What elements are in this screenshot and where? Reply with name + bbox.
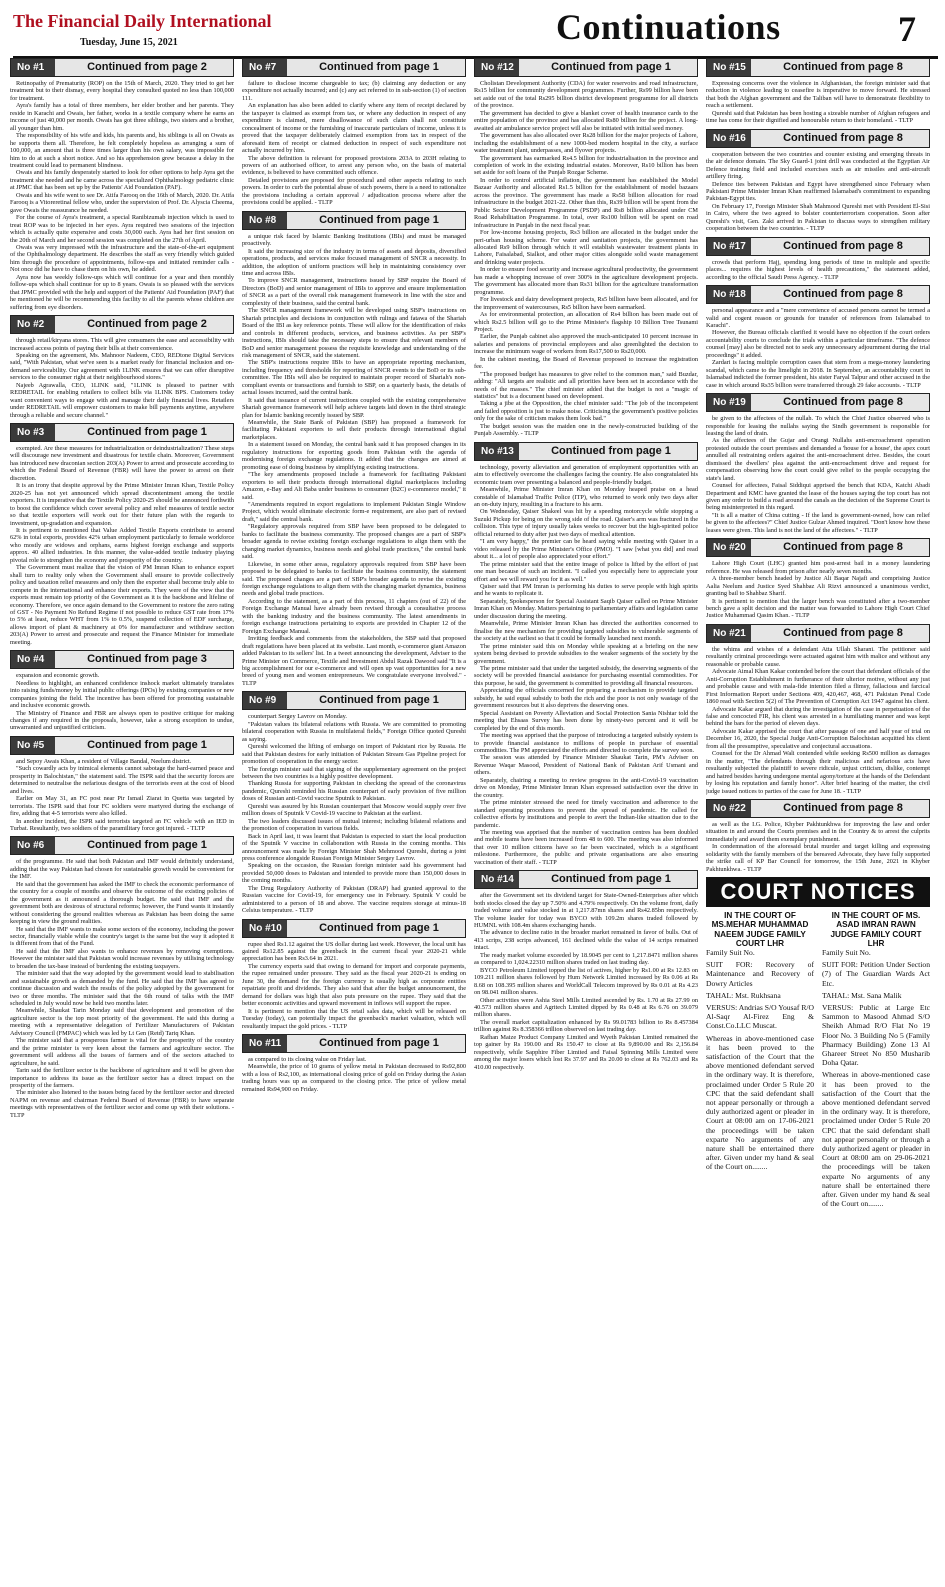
notice-paragraph: VERSUS: Public at Large Etc Sammon to Masood Ahmad S/O Sheikh Ahmad R/O Flat No 19 Floor No. 3 Building No 5 (Family Pharmacy Building) Zone 13 Al Ghareer Street No 850 Musharib Doha Qatar. [822, 1002, 930, 1068]
story-paragraph: and Sepoy Awais Khan, a resident of Village Bandal, Neelum district. [16, 757, 192, 765]
story-13 [474, 442, 698, 866]
story-paragraph: He said that the IMF wants to make some sectors of the economy, including the power sector, financially viable while the country's target is the same but the way it adopted it is different from that of the Fund. [10, 925, 234, 948]
story-number: No #16 [707, 130, 751, 147]
story-1 [10, 58, 234, 311]
court-notice-left [706, 911, 814, 1211]
story-paragraph: However, the Bureau officials clarified it would have no objection if the court orders accountability courts to conclude the trials within a particular timeframe. "The defence counsel [may] also be directed not to seek any unnecessary adjournment during the trial proceedings" it added. [706, 329, 930, 359]
story-title: Continued from page 1 [319, 921, 439, 934]
story-paragraph: He said that the IMF also wants to enhance revenues by removing exemptions. However the minister said that Pakistan would increase revenues by utilising technology to broaden the tax-base instead of burdening the existing taxpayers. [10, 947, 234, 970]
story-body [242, 1056, 466, 1093]
story-paragraph: crowds that perform Hajj, spending long periods of time in multiple and specific places... requires the highest levels of health precautions," the statement added, according to the official Saudi Press Agency. - TLTP [706, 258, 930, 281]
story-paragraph: as well as the I.G. Police, Khyber Pakhtunkhwa for improving the law and order situation in and around the Courts premises and in the Country & to arrest the culprits immediately and award them exemplary punishment. [706, 820, 930, 843]
story-body [474, 892, 698, 1071]
story-paragraph: Separately, Spokesperson for Special Assistant Saqib Qaiser called on Prime Minister Imran Khan on Monday. Matters pertaining to parliamentary affairs and legislation came under discussion during the meeting. [474, 597, 698, 620]
story-paragraph: "The proposed budget has measures to give relief to the common man," said Buzdar, adding: "All targets are realistic and all priorities have been set in accordance with the needs of the masses." The chief minister added that the budget is not a "magic of statistics" but is a document based on development. [474, 370, 698, 401]
story-paragraph: A three-member bench headed by Justice Ali Baqar Najafi and comprising Justice Aalia Neelum and Justice Syed Shahbaz Ali Rizvi announced a unanimous verdict, granting bail to Shahbaz Sharif. [706, 575, 930, 598]
story-title: Continued from page 8 [783, 801, 903, 814]
story-paragraph: Qureshi welcomed the lifting of embargo on import of Pakistani rice by Russia. He said that Pakistan desires for early initiation of Pakistan Stream Gas Pipeline project for promotion of cooperation in the energy sector. [242, 743, 466, 766]
story-number: No #20 [707, 539, 751, 556]
story-number: No #14 [475, 871, 519, 888]
story-paragraph: Qureshi was assured by his Russian counterpart that Moscow would supply over five million doses of Sputnik V Covid-19 vaccine to Pakistan at the earliest. [242, 802, 466, 818]
story-paragraph: "Pakistan values its bilateral relations with Russia. We are committed to promoting bilateral cooperation with Russia in multilateral fields," Foreign Office quoted Qureshi as saying. [242, 720, 466, 743]
story-8 [242, 211, 466, 688]
story-title: Continued from page 3 [87, 653, 207, 666]
story-paragraph: Qaiser said that PM Imran is performing his duties to serve people with high spirits and he wants to replicate it. [474, 583, 698, 598]
story-paragraph: The prime minister said that the entire image of police is lifted by the effort of just one man because of such an incident. "I called you especially here to appreciate your effort and we will reward you for it as well." [474, 560, 698, 583]
story-paragraph: Counsel for the Dr Ahmad Wali contended while seeking Rs500 million as damages in the matter, "The defendants through their malicious and nefarious acts have resultantly subjected the plaintiff to severe ridicule, unjust criticism, dislike, contempt and hatred besides having undergone mental agony/torture at the hands of the Defendant by losing his reputation and family honor". After brief hearing of the matter, the civil judge issued notices to parties of the case for June 18. - TLTP [706, 750, 930, 795]
story-header [706, 285, 930, 304]
story-paragraph: Zardari is facing multiple corruption cases that stem from a mega-money laundering scandal, which came to the limelight in 2018. In September, an accountability court in Islamabad indicted the former president, his sister Faryal Talpur and other accused in the case in which around Rs35 billion were transferred through 29 fake accounts. - TLTP [706, 359, 930, 389]
story-body [10, 758, 234, 833]
story-header [706, 624, 930, 643]
story-paragraph: Needless to highlight, an enhanced confidence inshock market ultimately translates into raising funds/money by initial public offerings (IPOs) by existing companies or new companies joining the field. The incentive has been offered for promoting sustainable and inclusive economic growth. [10, 679, 234, 710]
story-title: Continued from page 8 [783, 61, 903, 73]
story-paragraph: To improve SNCR management, instructions issued by SBP require the Board of Directors (BoD) and senior management of IBIs to approve and ensure implementation of SNCR as a part of the overall risk management framework in line with the size and complexity of their business, said the central bank. [242, 277, 466, 307]
story-paragraph: According to the statement, as a part of this process, 11 chapters (out of 22) of the Foreign Exchange Manual have already been revised through a consultative process with the banking industry and the business community. The latest amendments in foreign exchange instructions pertaining to exports are provided in Chapter 12 of the Foreign Exchange Manual. [242, 597, 466, 635]
story-number: No #13 [475, 443, 519, 460]
story-number: No #22 [707, 800, 751, 817]
story-paragraph: The ready market volume exceeded by 18.9045 per cent to 1,217.8471 million shares as compared to 1,024.22310 million shares traded on last trading day. [474, 951, 698, 967]
story-paragraph: The overall market capitalization enhanced by Rs 99.01783 billion to Rs 8.457384 trillion against Rs 8.358366 trillion observed on last trading day. [474, 1018, 698, 1034]
story-number: No #11 [243, 1035, 287, 1052]
story-11 [242, 1034, 466, 1093]
story-paragraph: The budget session was the maiden one in the newly-constructed building of the Punjab Assembly. - TLTP [474, 422, 698, 438]
story-body [474, 464, 698, 866]
story-paragraph: cooperation between the two countries and counter existing and emerging threats in the air defence domain. The Sky Guard-1 joint drill was conducted at the Egyptian Air Defence training field and included exercises such as air missiles and anti-aircraft artillery firing. [706, 150, 930, 181]
story-paragraph: Cholistan Development Authority (CDA) for water reservoirs and road infrastructure, Rs15 billion for community development programmes. Further, Rs99 billion have been set aside out of the total Rs295 billion district development programme for all districts of the province. [474, 80, 698, 110]
story-paragraph: As for environmental protection, an allocation of Rs4 billion has been made out of which Rs2.5 billion will go to the Prime Minister's flagship 10 Billion Tree Tsunami Project. [474, 311, 698, 333]
story-number: No #4 [11, 651, 55, 668]
story-paragraph: The Drug Regulatory Authority of Pakistan (DRAP) had granted approval to the Russian vaccine for Covid-19, for emergency use in February. Sputnik V could be administered to a person of 18 and above. The vaccine requires storage at minus-18 Celsius temperature. - TLTP [242, 884, 466, 915]
story-paragraph: "It is all a matter of China cutting - If the land is government-owned, how can relief be given to the affectees?" Chief Justice Gulzar Ahmed inquired. "Don't know how these leases were given. This land is not the land of the affectees." - TLTP [706, 511, 930, 534]
story-paragraph: rupee shed Rs1.12 against the US dollar during last week. However, the local unit has gained Rs12.85 against the greenback in the current fiscal year 2020-21 while appreciation has been Rs3.64 in 2021. [242, 940, 466, 963]
story-number: No #12 [475, 59, 519, 76]
story-body [10, 672, 234, 732]
issue-date: Tuesday, June 15, 2021 [80, 37, 178, 48]
story-title: Continued from page 1 [87, 426, 207, 439]
story-paragraph: Likewise, in some other areas, regulatory approvals required from SBP have been proposed to be delegated to banks to facilitate the business community, the statement said. The proposed changes are a part of SBP's broader agenda to revise the existing foreign exchange regulations to align them with the changing market dynamics, business needs and global trade practices. [242, 560, 466, 598]
story-paragraph: In order to ensure food security and increase agricultural productivity, the government has made a whopping increase of over 300% in the agriculture development projects. The government has allocated more than Rs31 billion for the agriculture transformation programme. [474, 266, 698, 296]
story-paragraph: The government has also allocated over Rs28 billion for the major projects of Lahore, including the establishment of a new 1000-bed modern hospital in the city, a surface water treatment plant, underpasses, and flyover projects. [474, 132, 698, 155]
story-paragraph: Ayra now has weekly follow-ups which will continue for a year and then monthly follow-ups which shall continue for up to 8 years. Owais is so pleased with the services that JPMC provided with the help and support of the Patients' Aid Foundation (PAF) that he mentioned he will be recommending this facility to all the parents whose children are suffering from eye disorders. [10, 273, 234, 311]
story-7 [242, 58, 466, 207]
notice-court: IN THE COURT OF MS.MEHAR MUHAMMAD NAEEM JUDGE FAMILY COURT LHR [711, 911, 809, 948]
story-paragraph: Defence ties between Pakistan and Egypt have strengthened since February when Pakistani Prime Minister Imran Khan reaffirmed Islamabad's commitment to expanding Pakistan-Egypt ties. [706, 180, 930, 203]
story-title: Continued from page 8 [783, 541, 903, 554]
story-paragraph: The two leaders discussed issues of mutual interest; including bilateral relations and the promotion of cooperation in various fields. [242, 817, 466, 833]
story-body [706, 151, 930, 233]
story-number: No #17 [707, 238, 751, 255]
story-4 [10, 650, 234, 732]
story-header [706, 58, 930, 77]
story-header [10, 315, 234, 334]
story-22 [706, 799, 930, 873]
story-paragraph: Back in April last, it was learnt that Pakistan is expected to start the local production of the Sputnik V vaccine in collaboration with Russia in the coming months. This announcement was made by Foreign Minister Shah Mehmood Qureshi, during a joint press conference alongside Russian Foreign Minister Sergey Lavrov. [242, 832, 466, 862]
story-paragraph: On Wednesday, Qaiser Shakeel was hit by a speeding motorcycle while stopping a Suzuki Pickup for being on the wrong side of the road. Qaiser's arm was fractured in the collision. This type of injury usually takes weeks to recover but the high-spirited police official returned to duty after just two days of medical attention. [474, 508, 698, 538]
story-number: No #9 [243, 692, 287, 709]
story-paragraph: the whims and wishes of a defendant Atta Ullah Sharani. The petitioner said resultantly criminal proceedings were actuated against him with malice and without any reasonable or probable cause. [706, 645, 930, 668]
story-paragraph: The minister also listened to the issues being faced by the fertilizer sector and directed NAPM on revenue and chairman Federal Board of Revenue (FBR) to have separate meetings with representatives of the fertilizer sector and come up with their solutions. - TLTP [10, 1089, 234, 1119]
story-paragraph: a unique risk faced by Islamic Banking Institutions (IBIs) and must be managed proactively. [242, 232, 466, 248]
story-paragraph: expansion and economic growth. [16, 672, 100, 680]
story-paragraph: be given to the affectees of the nullah. To which the Chief Justice observed who is responsible for leasing the nullahs saying the Sindh government is responsible for leasing the land of drain. [706, 415, 930, 437]
story-paragraph: "Amendments required in export regulations to implement Pakistan Single Window Project, which would eliminate electronic form-e requirement, are also part of revised draft," said the central bank. [242, 501, 466, 523]
story-paragraph: The meeting was apprised that the number of vaccination centres has been doubled and mobile teams have been increased from 48 to 600. The meeting was also informed that over 10 million citizens have so far been vaccinated, which is a significant milestone. Furthermore, the public and private organisations are also ensuring vaccination of their staff. - TLTP [474, 828, 698, 866]
story-paragraph: Thanking Russia for supporting Pakistan in checking the spread of the coronavirus pandemic, Qureshi reminded his Russian counterpart of early provision of five million doses of Russian anti-Covid vaccine Sputnik to Pakistan. [242, 780, 466, 803]
story-header [242, 211, 466, 230]
story-body [706, 646, 930, 795]
story-paragraph: For the course of Ayra's treatment, a special Ranibizumab injection which is used to treat ROP was to be injected in her eyes. Ayra required two sessions of the injection which is actually quite expensive and costs 30,000 each. Ayra had her first session on the 20th of March and her second session was completed on the 27th of April. [10, 214, 234, 244]
notice-paragraph: VERSUS: Andrias S/O Yousaf R/O Al-Saqr Al-Firez Eng & Const.Co.LLC Muscat. [706, 1002, 814, 1031]
story-title: Continued from page 8 [783, 396, 903, 409]
story-title: Continued from page 2 [87, 61, 207, 73]
story-paragraph: of the programme. He said that both Pakistan and IMF would definitely understand, adding that the way Pakistan had chosen for sustainable growth would be convenient for the IMF. [10, 858, 234, 881]
story-header [10, 836, 234, 855]
story-paragraph: Meanwhile, the price of 10 grams of yellow metal in Pakistan decreased to Rs92,800 with a loss of Rs2,100, as international closing price of gold on Friday during the Asian trading hours was up as compared to the closing price. The price of yellow metal remained Rs94,900 on Friday. [242, 1063, 466, 1093]
story-number: No #3 [11, 424, 55, 441]
story-15 [706, 58, 930, 125]
story-paragraph: The Ministry of Finance and FBR are always open to positive critique for making changes if any required in the proposals, however, take a strong exception to undue, unwarranted and unjustified criticism. [10, 709, 234, 732]
story-title: Continued from page 1 [87, 738, 207, 751]
story-paragraph: Meanwhile, Prime Minister Imran Khan on Monday heaped praise on a head constable of Islamabad Traffic Police (ITP), who returned to work only two days after an on-duty injury, resulting in a fracture to his arm. [474, 486, 698, 509]
paper-name: The Financial Daily International [13, 11, 272, 31]
story-paragraph: Speaking on the occasion, the Russian foreign minister said his government had provided 50,000 doses to Pakistan and intended to provide more than 150,000 doses in the coming months. [242, 862, 466, 885]
story-paragraph: counterpart Sergey Lavrov on Monday. [248, 713, 347, 721]
notice-paragraph: Family Suit No. [706, 947, 755, 957]
story-title: Continued from page 1 [551, 61, 671, 73]
story-number: No #6 [11, 837, 55, 854]
notice-paragraph: Whereas in above-mentioned case it has been proved to the satisfaction of the Court that the above mentioned defendant served in the ordinary way. It is therefore, proclaimed under Order 5 Rule 20 CPC that the said defendant shall not appear personally or through a duly authorized agent or pleader in Court at 08:00 am on 29-06-2021 the proceedings will be taken exparte No arguments of any nature shall be entertained there after. Given under my hand & seal of the Court on........ [822, 1070, 930, 1209]
story-title: Continued from page 8 [783, 131, 903, 144]
story-19 [706, 393, 930, 534]
story-number: No #2 [11, 316, 55, 333]
story-paragraph: Retinopathy of Prematurity (ROP) on the 15th of March, 2020. They tried to get her treatment but to their dismay, every hospital they consulted quoted no less than 100,000 for treatment. [10, 80, 234, 102]
notice-paragraph: Whereas in above-mentioned case it has been proved to the satisfaction of the Court that the above mentioned defendant served in the ordinary way. It is therefore, proclaimed under Order 5 Rule 20 CPC that the said defendant shall not appear personally or through a duly authorized agent or pleader in Court at 08:00 am on 17-06-2021 the proceedings will be taken exparte No arguments of any nature shall be entertained there after. Given under my hand & seal of the Court on........ [706, 1033, 814, 1172]
story-17 [706, 237, 930, 281]
story-header [706, 393, 930, 412]
story-title: Continued from page 8 [783, 288, 903, 301]
story-paragraph: technology, poverty alleviation and generation of employment opportunities with an aim to effectively overcome the challenges facing the country. He also congratulated his economic team over presenting a balanced and people-friendly budget. [474, 463, 698, 486]
story-header [474, 870, 698, 889]
story-paragraph: Meanwhile, Shaukat Tarin Monday said that development and promotion of the agriculture sector is the top most priority of the government. He said this during a meeting with a representative delegation of Fertilizer Manufacturers of Pakistan Advisory Council (FMPAC) which was led by Lt Gen (Retd) Tariq Khan. [10, 1007, 234, 1037]
story-5 [10, 736, 234, 833]
story-paragraph: The minister said that a prosperous farmer is vital for the prosperity of the country and the prime minister is very keen about the farmers and agriculture sector. The government will address all the issues of farmers and of the sectors attached to agriculture, he said. [10, 1037, 234, 1067]
story-header [242, 1034, 466, 1053]
story-number: No #21 [707, 625, 751, 642]
story-6 [10, 836, 234, 1119]
story-21 [706, 624, 930, 795]
story-paragraph: Qureshi said that Pakistan has been hosting a sizeable number of Afghan refugees and time has come for their dignified and honourable return to their homeland. - TLTP [706, 109, 930, 125]
story-paragraph: through retail/kiryana stores. This will give consumers the ease and accessibility with increased access points of paying their bills at their convenience. [10, 337, 234, 352]
story-paragraph: Earlier, the Punjab cabinet also approved the much-anticipated 10 percent increase in salaries and pensions of provincial employees and also greenlighted the decision to increase the minimum wage of workers from Rs17,500 to Rs20,000. [474, 333, 698, 356]
story-body [706, 821, 930, 873]
column-3 [474, 58, 698, 1578]
story-paragraph: The prime minister said this on Monday while speaking at a briefing on the new system being devised to provide subsidies to the weaker segments of the society by the government. [474, 642, 698, 665]
story-number: No #5 [11, 737, 55, 754]
story-header [706, 129, 930, 148]
story-paragraph: "Such cowardly acts by inimical elements cannot sabotage the hard-earned peace and prosperity in Balochistan," the statement said. The ISPR said that the security forces are determined to neutralise the nefarious designs of the terrorists even at the cost of blood and lives. [10, 765, 234, 795]
story-paragraph: Advocate Kakar argued that during the investigation of the case in perpetuation of the false and concocted FIR, his client was arrested in a humiliating manner and was kept behind the bars for the period of eleven days. [706, 705, 930, 728]
story-number: No #18 [707, 286, 751, 303]
story-header [242, 58, 466, 77]
story-title: Continued from page 2 [87, 318, 207, 331]
story-body [242, 941, 466, 1030]
story-body [10, 337, 234, 419]
story-number: No #15 [707, 59, 751, 76]
story-title: Continued from page 8 [783, 239, 903, 252]
story-paragraph: failure to disclose income chargeable to tax; (b) claiming any deduction or any expenditure not actually incurred; and (c) any act referred to in sub-section (1) of section 111. [242, 80, 466, 102]
story-paragraph: Special Assistant on Poverty Alleviation and Social Protection Sania Nishtar told the meeting that Ehsaas Survey has been done by ninety-two percent and it will be completed by the end of this month. [474, 709, 698, 732]
story-paragraph: The Government must realize that the vision of PM Imran Khan to enhance export shall turn to reality only when the Government shall ensure to provide collectively policy and taxation relief measures and only then the exporter shall become truly able to compete in the international and enhance their exports. They were of the view that the exports must remain top priority of the Government as it is the backbone and lifeline of economy. Therefore, we once again demand to the Government to restore the zero rating of GST - No Payment No Refund Regime if not possible to reduce GST rate from 17% to 5% at least, reduce WHT from 1% to 0.5%, suspend collection of EDF surcharge, allows import of plant & machinery at 0% for manufacturer and withdraw section 203(A) Power to arrest and prosecute and request the Finance Minister for immediate meeting. [10, 564, 234, 646]
story-paragraph: In the cabinet meeting, the Board of Revenue proposed to increase the registration fee. [474, 355, 698, 371]
story-14 [474, 870, 698, 1071]
story-paragraph: Inviting feedback and comments from the stakeholders, the SBP said that proposed draft regulations have been placed at its website. Last month, e-commerce giant Amazon added Pakistan to its sellers' list. In a tweet announcing the development, Adviser to the Prime Minister on Commerce, Textile and Investment Abdul Razak Dawood said "It is a big accomplishment for our e-commerce and will open up vast opportunities for a new breed of young men and women entrepreneurs. We congratulate everyone involved." - TLTP [242, 635, 466, 687]
column-4 [706, 58, 930, 1578]
story-paragraph: The prime minister stressed the need for timely vaccination and adherence to the standard operating procedures to prevent the spread of pandemic. He called for collective efforts by institutions and people to avert the Indian-like situation due to the pandemic. [474, 799, 698, 829]
story-header [706, 237, 930, 256]
notice-court: IN THE COURT OF MS. ASAD IMRAN RAWN JUDGE FAMILY COURT LHR [830, 911, 922, 948]
story-body [706, 307, 930, 389]
story-12 [474, 58, 698, 438]
court-notices-heading: COURT NOTICES [706, 877, 930, 907]
story-body [242, 80, 466, 207]
story-paragraph: It is pertinent to mentioned that Value Added Textile Exports contribute to around 62% in total exports, provides 42% urban employment particularly to female workforce who mostly are widows and orphans, earns highest foreign exchange and supports approx. 40 allied industries. In this manner, the value-added textile industry playing pivotal role to strengthen the economy and prosperity of the country. [10, 527, 234, 564]
notice-paragraph: SUIT FOR: Recovery of Maintenance and Recovery of Dowry Articles [706, 960, 814, 988]
notice-paragraph: TAHAL: Mst. Sana Malik [822, 990, 902, 1000]
story-paragraph: It said the increasing size of the industry in terms of assets and deposits, diversified operations, products, and services make focused management of SNCR a necessity. In addition, the adoption of uniform practices will help in maintaining consistency over time and across IBIs. [242, 247, 466, 277]
story-paragraph: The meeting was apprised that the purpose of introducing a targeted subsidy system is to provide financial assistance to millions of people in purchase of essential commodities. The PM appreciated the efforts and directed to complete the survey soon. [474, 732, 698, 754]
story-paragraph: The above definition is relevant for proposed provisions 203A to 203H relating to powers of an authorised officer, to arrest any person who, on the basis of material evidence, is believed to have committed such offence. [242, 154, 466, 177]
story-paragraph: Rafhan Maize Product Company Limited and Wyeth Pakistan Limited remained the top gainer by Rs 190.00 and Rs 150.47 to close at Rs 9,890.00 and Rs 2,156.84 respectively, while Sapphire Fiber Limited and Faisal Spinning Mills Limited were among the major losers which lost Rs 37.97 and Rs 20.00 to close at Rs 762.03 and Rs 410.00 respectively. [474, 1033, 698, 1071]
story-title: Continued from page 1 [319, 213, 439, 226]
story-16 [706, 129, 930, 233]
story-paragraph: Detailed provisions are proposed for procedural and other aspects relating to such powers. In order to curb the potential abuse of such powers, there is a need to rationalize the provisions including a certain approval / adjudication process where after the provisions could be applied. - TLTP [242, 176, 466, 207]
story-body [10, 445, 234, 646]
story-paragraph: The currency experts said that owing to demand for import and corporate payments, the rupee remained under pressure. They said as the fiscal year 2020-21 is ending on June 30, the demand for the foreign currency is usually high as corporate entities repatriate profit and dividends. They also said that after the budget announcement, the demand for dollars was high that also puts pressure on the rupee. They said that the better economic activities and upward movement in inflows will support the rupee. [242, 962, 466, 1008]
story-number: No #19 [707, 394, 751, 411]
story-paragraph: The SBP's instructions require IBIs to have an appropriate reporting mechanism, including frequency and thresholds for reporting of SNCR events to the BoD or its sub-committee. The IBIs will also be required to maintain proper record of Shariah's non-compliant events or transactions and furnish to SBP, on a quarterly basis, the details of actual losses incurred, said the central bank. [242, 359, 466, 397]
story-title: Continued from page 1 [551, 873, 671, 886]
story-paragraph: The responsibility of his wife and kids, his parents and, his siblings is all on Owais as he supports them all. Therefore, he felt completely hopeless as arranging a sum of 100,000, an amount that is three times larger than his own salary, was impossible for him to do at such a short notice. And so his apprehension grew because a delay in the treatment could lead to permanent blindness. [10, 132, 234, 169]
notice-paragraph: TAHAL: Mst. Rukhsana [706, 990, 781, 1000]
story-paragraph: It is pertinent to mention that the US retail sales data, which will be released on Tuesday (today), can potentially impact the greenback's market valuation, which will resultantly impact the gold prices. - TLTP [242, 1007, 466, 1030]
story-header [706, 538, 930, 557]
story-paragraph: after the Government set its dividend target for State-Owned-Enterprises after which both stocks closed the day up 7.50% and 4.79% respectively. On the volume front, daily traded volume and value stocked in at 1,217.87mn shares and Rs42.85bn respectively. The volume leader for today was BYCO with 109.2m shares traded followed by HUMNL with 108.4m shares exchanging hands. [474, 892, 698, 930]
story-body [242, 713, 466, 914]
court-notices [706, 911, 930, 1211]
story-number: No #10 [243, 920, 287, 937]
story-paragraph: Meanwhile, Prime Minister Imran Khan has directed the authorities concerned to finalise the new mechanism for providing targeted subsidies to vulnerable segments of the society at the earliest so that it could be formally launched next month. [474, 620, 698, 643]
story-paragraph: For livestock and dairy development projects, Rs5 billion have been allocated, and for the improvement of watercourses, Rs5 billion have been earmarked. [474, 296, 698, 311]
story-paragraph: Tarin said the fertilizer sector is the backbone of agriculture and it will be given due importance to address its issue as the fertilizer sector has a direct impact on the prosperity of the farmers. [10, 1067, 234, 1090]
story-title: Continued from page 1 [319, 1037, 439, 1050]
story-header [10, 423, 234, 442]
story-paragraph: Owais was very impressed with the infrastructure and the state-of-the-art equipment of the Ophthalmology department. He describes the staff as very friendly which guided him through the procedure of appointments, follow-ups and initiated reminder calls - Not once did he have to chase them on his own, he added. [10, 243, 234, 274]
story-paragraph: Ayra's family has a total of three members, her elder brother and her parents. They reside in Karachi and Owais, her father, works in a textile company where he earns an income of just 40,000 per month. Owais has got three siblings, two sisters and a brother, all younger than him. [10, 102, 234, 132]
story-header [474, 58, 698, 77]
story-paragraph: Advocate Aimal Khan Kakar contended before the court that defendant officials of the Anti-Corruption Establishment in furtherance of their ulterior motive, without any just and probable cause and with mala-fide intention filed a flimsy, fallacious and farcical First Information Report under Sections 409, 420,467, 468, 471 Pakistan Penal Code 1860 read with Section 5(2) of The Prevention of Corruption Act 1947 against his client. [706, 668, 930, 706]
story-paragraph: The prime minister said that under the targeted subsidy, the deserving segments of the society will be provided financial assistance for purchasing essential commodities. For this purpose, he said, the government is committed to providing all financial resources. [474, 664, 698, 687]
story-20 [706, 538, 930, 620]
story-paragraph: An explanation has also been added to clarify where any item of receipt declared by the taxpayer is claimed as exempt from tax, or where any deduction in respect of any expenditure is claimed, mere disallowance of such claim shall not constitute concealment of income or the furnishing of inaccurate particulars of income, unless it is proved that the taxpayer deliberately claimed exemption from tax in respect of the aforesaid item of receipt or claimed deduction in respect of such expenditure not actually incurred by him. [242, 102, 466, 155]
story-paragraph: The session was attended by Finance Minister Shaukat Tarin, PM's Adviser on Revenue Waqar Masood, President of National Bank of Pakistan Arif Usmani and others. [474, 754, 698, 777]
story-header [474, 442, 698, 461]
story-paragraph: The minister said that the way adopted by the government would lead to stabilisation and sustainable growth as demanded by the fund. He said that the IMF has agreed to continue discussion and watch the results of the policy adopted by the government for two or three months. The minister said that the 6th round of talks with the IMF scheduled in July would now be held two months later. [10, 970, 234, 1008]
story-paragraph: On February 17, Foreign Minister Shah Mahmood Qureshi met with President El-Sisi in Cairo, where the two agreed to bolster counterterrorism cooperation. Soon after Qureshi's visit, Gen. Zaki arrived in Pakistan to discuss ways to strengthen military cooperation between the two countries. - TLTP [706, 202, 930, 233]
story-body [10, 80, 234, 311]
story-paragraph: as compared to its closing value on Friday last. [248, 1056, 367, 1064]
story-paragraph: He said that the government has asked the IMF to check the economic performance of the country for a couple of months and observe the outcome of the existing policies of the government as it announced a thorough budget. He said that IMF and the government both are desirous of structural reforms; however, the Fund wants it instantly without considering the ground realities whereas as Pakistan has been doing the same keeping in view the ground realities. [10, 880, 234, 926]
story-paragraph: The government has decided to give a blanket cover of health insurance cards to the entire population of the province and has allocated Rs80 billion for the project. A long-awaited air ambulance service project will also be initiated with initial seed money. [474, 109, 698, 132]
story-3 [10, 423, 234, 646]
column-2 [242, 58, 466, 1578]
story-body [242, 233, 466, 688]
story-number: No #8 [243, 212, 287, 229]
story-paragraph: exempted. Are these measures for industrialization or deindustrialization? These steps will discourage new investment and disastrous for textile chain. Moreover, Government has introduced new draconian section 203(A) Power to arrest and prosecute according to which the Federal Board of Revenue (FBR) will have the power to arrest on their discretion. [10, 445, 234, 482]
story-paragraph: As the affectees of the Gujar and Orangi Nullahs anti-encroachment operation protested outside the court premises and demanded a 'house for a house', the apex court annulled all restraining orders against the anti-encroachment drive. Besides, the court dismissed the dwellers' plea against the anti-encroachment drive and request for compensation observing how the court could give relief to the people occupying the state's land. [706, 437, 930, 482]
story-body [474, 80, 698, 438]
notice-paragraph: Family Suit No. [822, 947, 871, 957]
story-header [10, 650, 234, 669]
story-2 [10, 315, 234, 419]
story-paragraph: In a statement issued on Monday, the central bank said it has proposed changes in its regulatory instructions for exporting goods from Pakistan with the agenda of modernising foreign exchange regulations. It added that the changes are aimed at promoting ease of doing business by simplifying existing instructions. [242, 441, 466, 471]
story-paragraph: It said that issuance of current instructions coupled with the existing comprehensive Shariah governance framework will help achieve targets laid down in the third strategic plan for Islamic banking recently issued by SBP. [242, 396, 466, 419]
story-paragraph: Taking a jibe at the Opposition, the chief minister said: "The job of the incompetent and failed opposition is just to make noise. Criticising the government's positive policies only for the sake of criticism makes them look bad." [474, 400, 698, 423]
story-18 [706, 285, 930, 389]
story-paragraph: Meanwhile, the State Bank of Pakistan (SBP) has proposed a framework for facilitating Pakistani exporters to sell their products through international digital marketplaces. [242, 419, 466, 441]
story-10 [242, 919, 466, 1030]
story-paragraph: The government has earmarked Rs4.5 billion for industrialisation in the province and completion of work in the existing industrial estates. Moreover, Rs10 billion has been set aside for soft loans of the Punjab Rozgar Scheme. [474, 154, 698, 177]
story-title: Continued from page 8 [783, 626, 903, 639]
story-paragraph: Najeeb Agrawalla, CEO, 1LINK said, "1LINK is pleased to partner with REDRETAIL for enabling retailers to collect bills via 1LINK BPS. Customers today want convenient ways to engage with and manage their daily financial lives. Retailers under REDRETAIL will empower customers to make bill payments anytime, anywhere through a reliable and secure channel." [10, 381, 234, 419]
story-paragraph: Counsel for affectees, Faisal Siddiqui apprised the bench that KDA, Katchi Abadi Department and KMC have granted the lease of the houses saying the top court has not given any order to build a road around the canals as the decision of the Supreme Court is being misinterpreted in this regard. [706, 482, 930, 512]
story-body [706, 415, 930, 534]
story-title: Continued from page 1 [319, 61, 439, 73]
story-body [706, 80, 930, 125]
story-title: Continued from page 1 [551, 444, 671, 457]
story-header [706, 799, 930, 818]
story-paragraph: For low-income housing projects, Rs3 billion are allocated in the budget under the peri-urban housing scheme. For water and sanitation projects, the government has allocated Rs9 billion through which it will establish wastewater treatment plants in Lahore, Faisalabad, Sialkot, and other major cities alongside solid waste management and drinking water projects. [474, 229, 698, 266]
story-paragraph: Earlier on May 31, an FC post near Pir Ismail Ziarat in Quetta was targeted by terrorists. The ISPR said that four FC soldiers were martyred during the exchange of fire, adding that 4-5 terrorists were also killed. [10, 795, 234, 818]
column-1 [10, 58, 234, 1578]
story-title: Continued from page 1 [87, 839, 207, 852]
story-paragraph: Appreciating the officials concerned for preparing a mechanism to provide targeted subsidy, he said equal subsidy to both the rich and the poor is not only wastage of the government resources but it also deprives the deserving ones. [474, 687, 698, 710]
story-paragraph: Other activities were Ashia Steel Mills Limited ascended by Rs. 1.70 at Rs 27.99 on 40.573 million shares and Agritech Limited dipped by Rs 0.48 at Rs 6.76 on 39.079 million shares. [474, 996, 698, 1019]
story-paragraph: The advance to decline ratio in the broader market remained in favor of bulls. Out of 413 scrips, 238 scrips advanced, 161 declined while the value of 14 scrips remained intact. [474, 929, 698, 952]
story-paragraph: The SNCR management framework will be developed using SBP's instructions on Shariah principles and decisions in conjunction with rulings and fatawa of the Shariah Board of the IBI as key reference points. These will allow for the identification of risks and controls in different products, services, and business activities. As per SBP's instructions, IBIs should take the necessary steps to ensure that relevant members of BoD and senior management possess the requisite knowledge and understanding of the risk management of SNCR, said the statement. [242, 307, 466, 359]
story-header [242, 919, 466, 938]
story-title: Continued from page 1 [319, 694, 439, 707]
story-body [706, 259, 930, 281]
story-header [10, 736, 234, 755]
story-paragraph: Owais and his family desperately started to look for other options to help Ayra get the treatment she needed and he came across the specialized Ophthalmology pediatric clinic at JPMC that has been set up by the Patients' Aid Foundation (PAF). [10, 169, 234, 192]
story-body [10, 858, 234, 1119]
story-paragraph: In order to control artificial inflation, the government has established the Model Bazaar Authority and allocated Rs1.5 billion for the establishment of model bazaars across the province. The government has made a Rs58 billion allocation for road infrastructure in the budget 2021-22. Other than this, Rs39 billion will be spent from the Public Sector Development Programme (PSDP) and Rs8 billion allocated under CM Road Rehabilitation Programme. In total, over Rs100 billion will be spent on road infrastructure in Punjab in the next fiscal year. [474, 176, 698, 229]
story-paragraph: It is pertinent to mention that the larger bench was constituted after a two-member bench gave a split decision and the matter was forwarded to Lahore High Court Chief Justice Muhammad Qasim Khan. - TLTP [706, 597, 930, 620]
story-paragraph: "I am very happy," the premier can be heard saying while meeting with Qaiser in a video released by the Prime Minister's Office (PMO). "I saw [what you did] and read about it... a lot of people also appreciated your effort." [474, 538, 698, 561]
story-paragraph: Expressing concerns over the violence in Afghanistan, the foreign minister said that reduction in violence leading to ceasefire is imperative to move forward. He stressed that both the Afghan government and the Taliban will have to demonstrate flexibility to reach a settlement. [706, 80, 930, 110]
section-title: Continuations [556, 7, 781, 47]
story-paragraph: Owais and his wife went to see Dr. Atifa Farooq on the 16th of March, 2020. Dr. Atifa Farooq is a Vitoreretinal fellow who, under the supervision of Prof. Dr. Alyscia Cheema, gave Owais the reassurance he needed. [10, 191, 234, 214]
story-paragraph: BYCO Petroleum Limited topped the list of actives, higher by Rs1.00 at Rs 12.83 on 109.211 million shares followed by Hum Network Limited increased by Rs 0.06 at Rs 8.68 on 108.395 million shares and WorldCall Telecom improved by Rs 0.01 at Rs 4.23 on 98.041 million shares. [474, 966, 698, 997]
story-paragraph: In condemnation of the aforesaid brutal murder and target killing and expressing solidarity with the family members of the bereaved Advocate, they have fully supported the strike call of KP Bar Council for tomorrow, the 15th June, 2021 in Khyber Pakhtunkhwa. - TLTP [706, 843, 930, 873]
story-paragraph: Speaking on the agreement, Ms. Mahnoor Nadeem, CEO, REDtone Digital Services said, "With Pakistan, what we've seen is a market ready for financial inclusion and on-demand serviceability. Our agreement with 1LINK ensures that we can offer disruptive services to the consumer right at their neighbourhood stores." [10, 351, 234, 382]
story-paragraph: Lahore High Court (LHC) granted him post-arrest bail in a money laundering reference. He was released from prison after nearly seven months. [706, 560, 930, 575]
story-paragraph: In another incident, the ISPR said terrorists targeted an FC vehicle with an IED in Turbat. Resultantly, two soldiers of the paramilitary force got injured. - TLTP [10, 817, 234, 832]
story-body [706, 560, 930, 620]
story-number: No #1 [11, 59, 55, 76]
story-header [242, 691, 466, 710]
masthead [8, 6, 938, 56]
story-9 [242, 691, 466, 914]
story-paragraph: "Regulatory approvals required from SBP have been proposed to be delegated to banks to facilitate the business community. The proposed changes are a part of SBP's broader agenda to revise existing foreign exchange regulations to align them with the changing market dynamics, business needs and global trade practices," the central bank said. [242, 523, 466, 561]
story-paragraph: personal appearance and a "mere convenience of accused persons cannot be termed a valid and cogent reason or grounds for transfer of references from Islamabad to Karachi". [706, 307, 930, 329]
story-paragraph: Advocate Kakar apprised the court that after passage of one and half year of trial on December 16, 2020, the Special Judge Anti-Corruption Balochistan acquitted his client from all the presumptive, speculative and conjectural accusations. [706, 727, 930, 750]
court-notice-right [822, 911, 930, 1211]
story-number: No #7 [243, 59, 287, 76]
story-paragraph: It is an irony that despite approval by the Prime Minister Imran Khan, Textile Policy 2020-25 has not yet announced which spread discontentment among the textile exporters. It is imperative that the Textile Policy 2020-25 should be announced forthwith to boost the confidence which cover several policy and relief measures of textile sector so that textile exporters will work out for their future plan with the regards to investment, up-gradation and expansion. [10, 482, 234, 527]
notice-paragraph: SUIT FOR: Petition Under Section (7) of The Guardian Wards Act Etc. [822, 960, 930, 988]
story-paragraph: Separately, chairing a meeting to review progress in the anti-Covid-19 vaccination drive on Monday, Prime Minister Imran Khan expressed satisfaction over the drive in the country. [474, 776, 698, 799]
story-paragraph: "The key amendments proposed include a framework for facilitating Pakistani exporters to sell their products through international digital marketplaces including Amazon, e-Bay and Ali Baba under business to consumer (B2C) e-commerce model," it said. [242, 471, 466, 501]
story-paragraph: The foreign minister said that signing of the supplementary agreement on the project between the two countries is a highly positive development. [242, 765, 466, 780]
story-header [10, 58, 234, 77]
page-number: 7 [898, 9, 916, 49]
